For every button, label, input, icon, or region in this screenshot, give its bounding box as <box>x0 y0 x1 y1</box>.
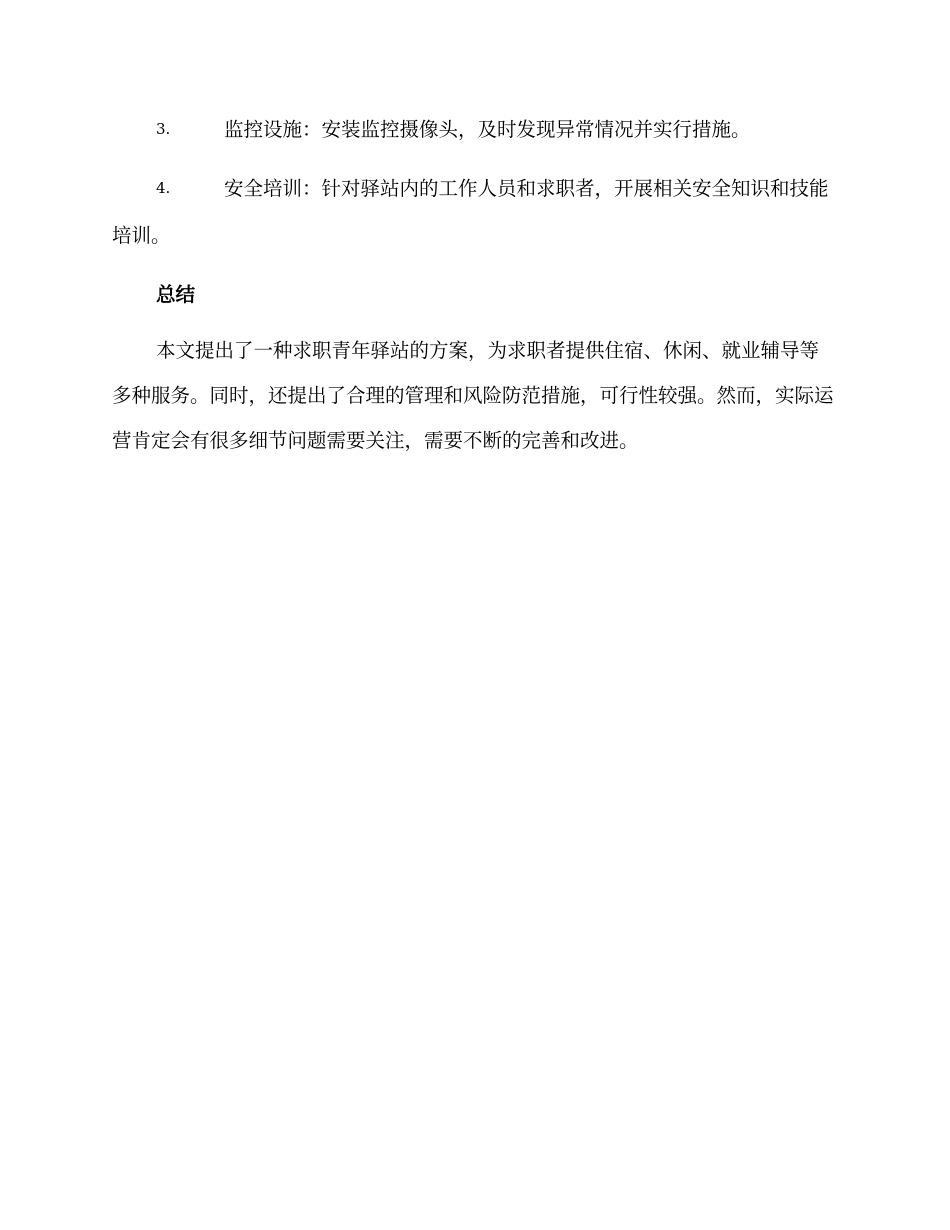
summary-heading: 总结 <box>156 283 196 306</box>
summary-paragraph: 本文提出了一种求职青年驿站的方案，为求职者提供住宿、休闲、就业辅导等多种服务。同时，还提出了合理的管理和风险防范措施，可行性较强。然而，实际运营肯定会有很多细节问题需要关注，需要不断的完善和改进。 <box>112 339 834 452</box>
list-item-monitoring <box>112 106 836 153</box>
list-item-text: 监控设施：安装监控摄像头，及时发现异常情况并实行措施。 <box>224 118 751 141</box>
list-item-safety-training <box>112 165 836 259</box>
document-content <box>112 106 836 463</box>
list-item-number: 3. <box>156 120 171 138</box>
list-item-number: 4. <box>156 179 171 197</box>
list-item-text: 安全培训：针对驿站内的工作人员和求职者，开展相关安全知识和技能培训。 <box>112 177 829 247</box>
